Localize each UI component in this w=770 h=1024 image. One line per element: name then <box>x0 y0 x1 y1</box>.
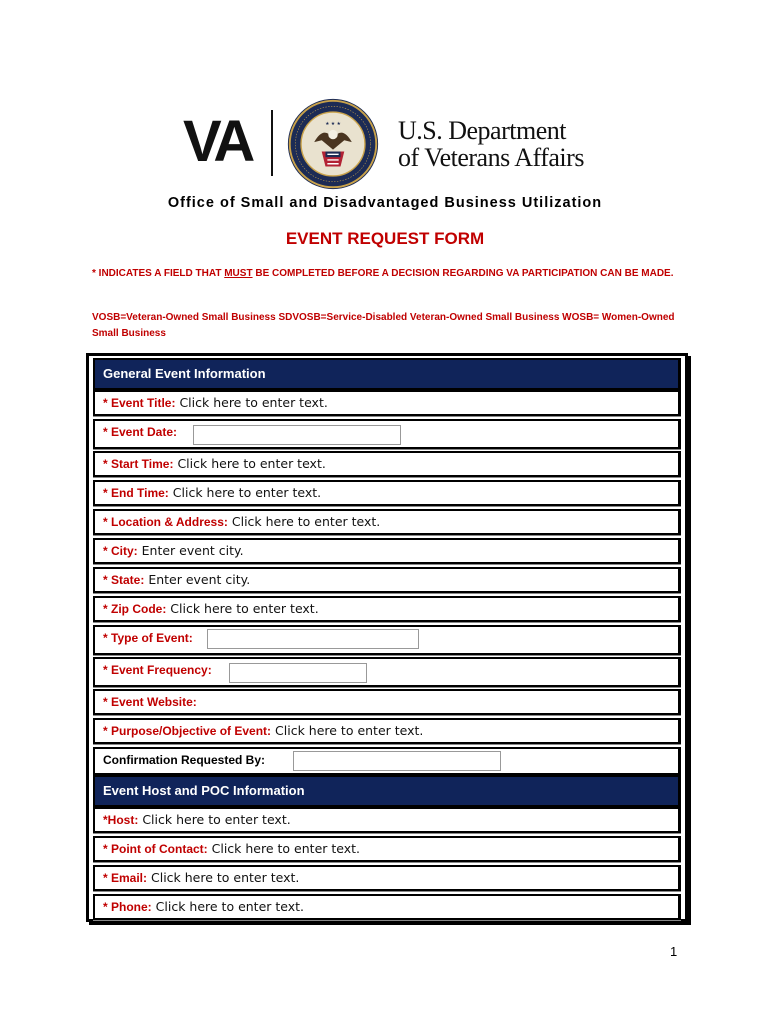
page-number: 1 <box>670 944 678 959</box>
zip-code-label: * Zip Code: <box>103 602 167 616</box>
event-type-row <box>93 625 681 655</box>
city-label: * City: <box>103 544 138 558</box>
end-time-row[interactable] <box>93 480 681 506</box>
event-date-label: * Event Date: <box>103 425 178 439</box>
state-input[interactable]: Enter event city. <box>144 572 251 587</box>
va-wordmark: VA <box>183 109 252 174</box>
acronym-note: VOSB=Veteran-Owned Small Business SDVOSB=Service-Disabled Veteran-Owned Small Business WOSB= Women-Owned Small Business <box>92 312 675 339</box>
event-type-label: * Type of Event: <box>103 631 193 645</box>
end-time-input[interactable]: Click here to enter text. <box>168 485 322 500</box>
confirmation-input[interactable] <box>293 751 501 771</box>
host-label: *Host: <box>103 813 139 827</box>
location-input[interactable]: Click here to enter text. <box>227 514 381 529</box>
event-frequency-label: * Event Frequency: <box>103 663 212 677</box>
location-row[interactable] <box>93 509 681 535</box>
event-date-input[interactable] <box>193 425 401 445</box>
office-name: Office of Small and Disadvantaged Business Utilization <box>167 195 603 211</box>
email-row[interactable] <box>93 865 681 891</box>
va-seal-icon <box>286 97 380 191</box>
section-general-event-information: General Event Information <box>93 358 681 390</box>
event-title-input[interactable]: Click here to enter text. <box>175 395 328 410</box>
zip-code-row[interactable] <box>93 596 681 622</box>
state-row[interactable] <box>93 567 681 593</box>
start-time-label: * Start Time: <box>103 457 174 471</box>
logo-divider <box>271 110 273 176</box>
end-time-label: * End Time: <box>103 486 169 500</box>
purpose-input[interactable]: Click here to enter text. <box>271 723 424 738</box>
city-row[interactable] <box>93 538 681 564</box>
confirmation-label: Confirmation Requested By: <box>103 753 266 767</box>
event-type-input[interactable] <box>207 629 419 649</box>
event-website-label: * Event Website: <box>103 695 197 709</box>
phone-input[interactable]: Click here to enter text. <box>151 899 305 914</box>
purpose-row[interactable] <box>93 718 681 744</box>
event-date-row <box>93 419 681 449</box>
required-note <box>92 266 682 282</box>
host-row[interactable] <box>93 807 681 833</box>
department-name <box>398 117 584 171</box>
section-host-poc-information: Event Host and POC Information <box>93 775 681 807</box>
required-note-pre: * INDICATES A FIELD THAT <box>92 268 225 279</box>
event-website-row[interactable] <box>93 689 681 715</box>
email-input[interactable]: Click here to enter text. <box>147 870 300 885</box>
va-logo <box>183 95 603 195</box>
phone-row[interactable] <box>93 894 681 920</box>
required-note-post: BE COMPLETED BEFORE A DECISION REGARDING VA PARTICIPATION CAN BE MADE. <box>252 268 674 279</box>
purpose-label: * Purpose/Objective of Event: <box>103 724 272 738</box>
event-frequency-row <box>93 657 681 687</box>
event-title-label: * Event Title: <box>103 396 176 410</box>
event-title-row[interactable] <box>93 390 681 416</box>
department-line-1: U.S. Department <box>398 116 566 145</box>
start-time-row[interactable] <box>93 451 681 477</box>
svg-text:★ ★ ★: ★ ★ ★ <box>325 122 341 128</box>
start-time-input[interactable]: Click here to enter text. <box>173 456 326 471</box>
form-title: EVENT REQUEST FORM <box>285 229 485 248</box>
state-label: * State: <box>103 573 145 587</box>
location-label: * Location & Address: <box>103 515 228 529</box>
point-of-contact-label: * Point of Contact: <box>103 842 208 856</box>
point-of-contact-row[interactable] <box>93 836 681 862</box>
zip-code-input[interactable]: Click here to enter text. <box>166 601 319 616</box>
event-request-form <box>86 353 688 922</box>
host-input[interactable]: Click here to enter text. <box>138 812 291 827</box>
department-line-2: of Veterans Affairs <box>398 143 584 172</box>
required-note-must: MUST <box>224 268 253 279</box>
confirmation-row <box>93 747 681 775</box>
event-frequency-input[interactable] <box>229 663 367 683</box>
email-label: * Email: <box>103 871 148 885</box>
point-of-contact-input[interactable]: Click here to enter text. <box>207 841 361 856</box>
city-input[interactable]: Enter event city. <box>137 543 244 558</box>
phone-label: * Phone: <box>103 900 152 914</box>
